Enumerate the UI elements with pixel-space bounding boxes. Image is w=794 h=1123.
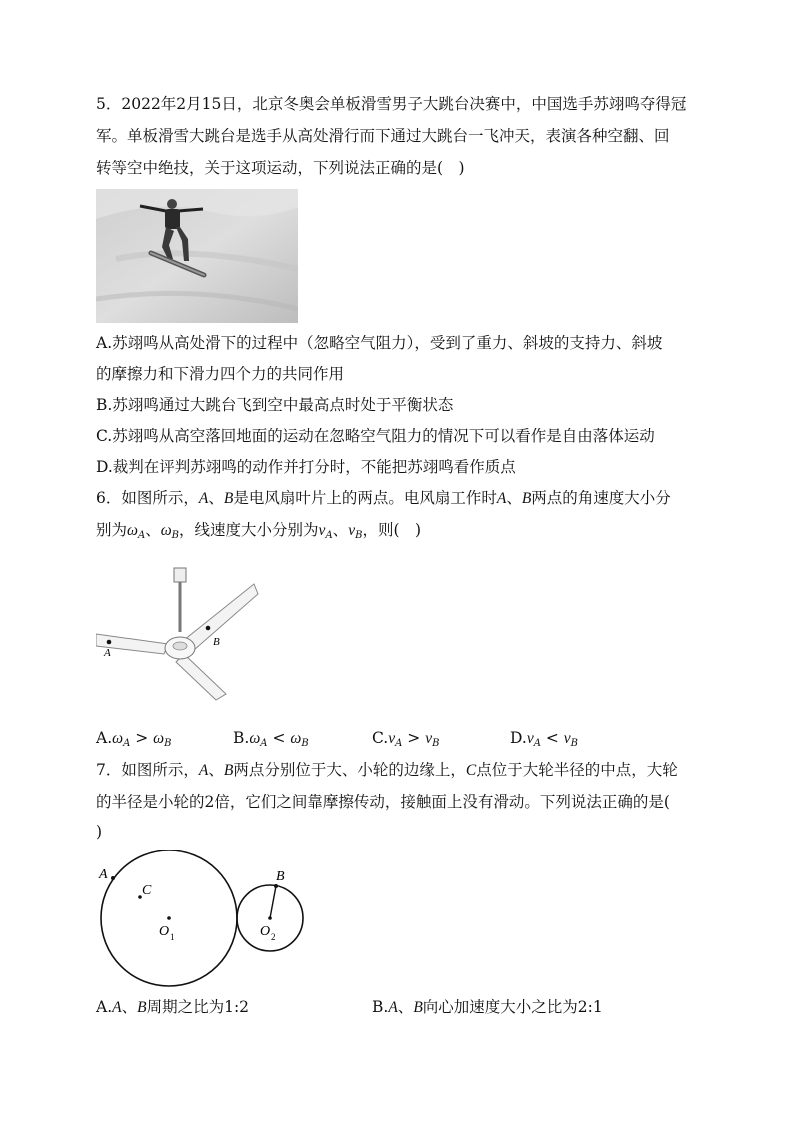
q7-option-a: A.A、B周期之比为1:2 (96, 998, 250, 1016)
q5-option-d: D.裁判在评判苏翊鸣的动作并打分时，不能把苏翊鸣看作质点 (96, 458, 516, 476)
wheel-label-a: A (99, 867, 108, 882)
q5-stem-line-2: 军。单板滑雪大跳台是选手从高处滑行而下通过大跳台一飞冲天，表演各种空翻、回 (96, 127, 670, 145)
fan-label-b: B (213, 636, 220, 648)
wheel-label-o1-sub: 1 (170, 932, 175, 942)
q5-option-a-line-2: 的摩擦力和下滑力四个力的共同作用 (96, 365, 345, 383)
q6-option-b: $B.\omega_A < \omega_B$ (233, 729, 309, 749)
q6-stem-line-1: 6．如图所示，A、B是电风扇叶片上的两点。电风扇工作时A、B两点的角速度大小分 (96, 489, 671, 507)
q6-option-d: $D.v_A < v_B$ (510, 729, 579, 749)
point-b-dot (206, 626, 211, 631)
q5-option-a-line-1: A.苏翊鸣从高处滑下的过程中（忽略空气阻力），受到了重力、斜坡的支持力、斜坡 (96, 334, 663, 352)
q7-stem-line-2: 的半径是小轮的2倍，它们之间靠摩擦传动，接触面上没有滑动。下列说法正确的是( (96, 793, 670, 811)
ceiling-fan-diagram (96, 562, 260, 702)
q5-stem-line-1: 5．2022年2月15日，北京冬奥会单板滑雪男子大跳台决赛中，中国选手苏翊鸣夺得冠 (96, 95, 687, 113)
wheel-label-b: B (276, 869, 285, 884)
q5-option-c: C.苏翊鸣从高空落回地面的运动在忽略空气阻力的情况下可以看作是自由落体运动 (96, 427, 655, 445)
wheel-label-c: C (142, 883, 152, 898)
q5-stem-line-3: 转等空中绝技，关于这项运动，下列说法正确的是( ) (96, 159, 465, 177)
point-a-dot (111, 876, 115, 880)
q6-option-a: $A.\omega_A > \omega_B$ (96, 729, 172, 749)
q7-stem-line-1: 7．如图所示，A、B两点分别位于大、小轮的边缘上，C点位于大轮半径的中点，大轮 (96, 761, 678, 779)
snowboarder-photo (96, 189, 298, 323)
q7-option-b: B.A、B向心加速度大小之比为2:1 (372, 998, 603, 1016)
wheel-label-o2: O (260, 924, 271, 939)
q6-stem-line-2: 别为$\omega_A$、$\omega_B$，线速度大小分别为$v_A$、$v_B$，则( ) (96, 521, 422, 541)
center-o1-dot (167, 916, 171, 920)
q7-stem-line-3: ) (96, 823, 103, 841)
wheel-label-o2-sub: 2 (271, 932, 276, 942)
wheel-label-o1: O (159, 924, 170, 939)
wheels-diagram (92, 850, 312, 990)
fan-label-a: A (104, 647, 111, 659)
q6-option-c: $C.v_A > v_B$ (372, 729, 440, 749)
point-a-dot (107, 640, 112, 645)
q5-option-b: B.苏翊鸣通过大跳台飞到空中最高点时处于平衡状态 (96, 396, 454, 414)
